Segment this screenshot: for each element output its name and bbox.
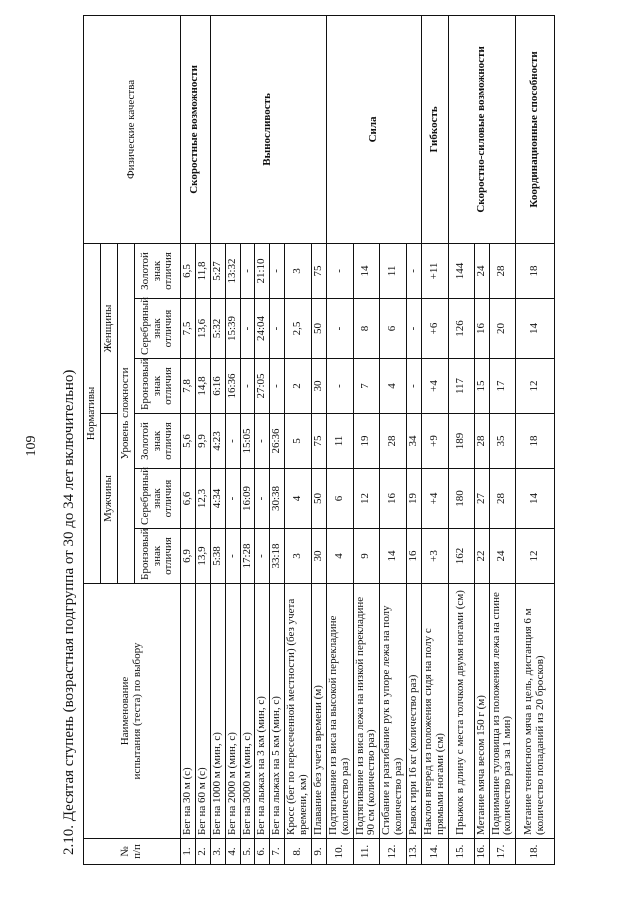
norm-ws: - [240, 299, 255, 359]
header-women-bronze: Бронзовый знак отличия [135, 359, 181, 414]
norm-ms: - [255, 469, 270, 529]
norm-wb: - [240, 359, 255, 414]
norm-ws: - [270, 299, 285, 359]
norm-ms: 12,3 [195, 469, 210, 529]
norm-mb: 17:28 [240, 529, 255, 584]
header-women: Женщины [101, 243, 118, 413]
header-men: Мужчины [101, 414, 118, 584]
norm-mg: 28 [474, 414, 489, 469]
norm-mb: - [255, 529, 270, 584]
norm-mb: 3 [285, 529, 312, 584]
row-number: 2. [195, 839, 210, 865]
norm-ms: 50 [311, 469, 326, 529]
norm-ws: 50 [311, 299, 326, 359]
norm-ms: 14 [516, 469, 555, 529]
norm-mb: 13,9 [195, 529, 210, 584]
norm-wb: - [270, 359, 285, 414]
norm-mg: 5 [285, 414, 312, 469]
norm-mg: 19 [353, 414, 380, 469]
norm-wb: 6:16 [210, 359, 225, 414]
header-qualities: Физические качества [84, 15, 181, 243]
norm-ws: 7,5 [181, 299, 196, 359]
norm-mg: 18 [516, 414, 555, 469]
norm-ms: 28 [489, 469, 516, 529]
norm-wg: 144 [448, 243, 474, 298]
norm-mb: 22 [474, 529, 489, 584]
norm-wb: 17 [489, 359, 516, 414]
norm-wb: +4 [421, 359, 448, 414]
norm-wb: 30 [311, 359, 326, 414]
norm-wb: 15 [474, 359, 489, 414]
norm-ws: - [407, 299, 422, 359]
norm-mg: 28 [380, 414, 407, 469]
norm-wg: 28 [489, 243, 516, 298]
header-difficulty: Уровень сложности [118, 243, 135, 583]
row-number: 17. [489, 839, 516, 865]
test-name: Наклон вперед из положения сидя на полу с прямыми ногами (см) [421, 584, 448, 839]
norm-mb: - [225, 529, 240, 584]
header-name [84, 584, 181, 839]
norm-ms: 6,6 [181, 469, 196, 529]
norm-mg: - [225, 414, 240, 469]
norm-ms: 30:38 [270, 469, 285, 529]
norm-wg: 21:10 [255, 243, 270, 298]
norm-ws: 8 [353, 299, 380, 359]
norm-wg: 13:32 [225, 243, 240, 298]
norm-ws: 20 [489, 299, 516, 359]
header-men-gold: Золотой знак отличия [135, 414, 181, 469]
test-name: Бег на лыжах на 5 км (мин, с) [270, 584, 285, 839]
norm-mg: 5,6 [181, 414, 196, 469]
norm-mb: +3 [421, 529, 448, 584]
norm-mg: 4:23 [210, 414, 225, 469]
norm-wb: 27:05 [255, 359, 270, 414]
row-number: 6. [255, 839, 270, 865]
quality-coordination: Координационные способности [516, 15, 555, 243]
norm-wg: +11 [421, 243, 448, 298]
norm-mb: 16 [407, 529, 422, 584]
header-norms: Нормативы [84, 243, 101, 583]
norm-mg: 15:05 [240, 414, 255, 469]
norm-ws: 15:39 [225, 299, 240, 359]
norm-ms: 6 [326, 469, 353, 529]
test-name: Бег на лыжах на 3 км (мин, с) [255, 584, 270, 839]
norm-mg: 34 [407, 414, 422, 469]
norm-ws: 6 [380, 299, 407, 359]
test-name: Метание теннисного мяча в цель, дистанция 6 м (количество попаданий из 20 бросков) [516, 584, 555, 839]
norm-ws: 126 [448, 299, 474, 359]
norm-ws: +6 [421, 299, 448, 359]
norm-wb: 117 [448, 359, 474, 414]
norm-mg: 75 [311, 414, 326, 469]
row-number: 16. [474, 839, 489, 865]
norm-mg: 35 [489, 414, 516, 469]
header-women-silver: Серебряный знак отличия [135, 299, 181, 359]
section-title: 2.10. Десятая ступень (возрастная подгруппа от 30 до 34 лет включительно) [61, 369, 77, 855]
norm-wb: 16:36 [225, 359, 240, 414]
rotated-page-content [55, 16, 596, 865]
norm-wg: 18 [516, 243, 555, 298]
norm-mg: 26:36 [270, 414, 285, 469]
norm-ws: 14 [516, 299, 555, 359]
quality-speed: Скоростные возможности [181, 15, 211, 243]
norm-wb: 2 [285, 359, 312, 414]
norm-mg: 9,9 [195, 414, 210, 469]
row-number: 5. [240, 839, 255, 865]
norm-ms: - [225, 469, 240, 529]
norm-ws: 2,5 [285, 299, 312, 359]
test-name: Бег на 60 м (с) [195, 584, 210, 839]
norms-table [83, 15, 555, 865]
page-number: 109 [24, 435, 39, 457]
row-number: 15. [448, 839, 474, 865]
norm-mg: +9 [421, 414, 448, 469]
norm-wb: 7 [353, 359, 380, 414]
norm-mb: 24 [489, 529, 516, 584]
norm-mb: 4 [326, 529, 353, 584]
norm-wg: 11 [380, 243, 407, 298]
norm-ws: 16 [474, 299, 489, 359]
norm-wb: - [407, 359, 422, 414]
header-name-line2: испытания (теста) по выбору [131, 642, 143, 780]
row-number: 11. [353, 839, 380, 865]
norm-wg: - [326, 243, 353, 298]
norm-wg: - [270, 243, 285, 298]
norm-ms: 4:34 [210, 469, 225, 529]
norm-wg: 6,5 [181, 243, 196, 298]
norm-wg: 5:27 [210, 243, 225, 298]
table-row [210, 15, 225, 864]
row-number: 12. [380, 839, 407, 865]
test-name: Поднимание туловища из положения лежа на спине (количество раз за 1 мин) [489, 584, 516, 839]
test-name: Сгибание и разгибание рук в упоре лежа на полу (количество раз) [380, 584, 407, 839]
norm-ms: 27 [474, 469, 489, 529]
row-number: 13. [407, 839, 422, 865]
test-name: Подтягивание из виса на высокой перекладине (количество раз) [326, 584, 353, 839]
test-name: Бег на 3000 м (мин, с) [240, 584, 255, 839]
table-row [181, 15, 196, 864]
header-women-gold: Золотой знак отличия [135, 243, 181, 298]
row-number: 7. [270, 839, 285, 865]
norm-mg: 189 [448, 414, 474, 469]
norm-mb: 33:18 [270, 529, 285, 584]
header-num: № п/п [84, 839, 181, 865]
norm-mb: 162 [448, 529, 474, 584]
table-header [84, 15, 181, 864]
test-name: Кросс (бег по пересеченной местности) (без учета времени, км) [285, 584, 312, 839]
norm-wg: - [407, 243, 422, 298]
norm-wb: 4 [380, 359, 407, 414]
norm-mb: 9 [353, 529, 380, 584]
norm-wg: 75 [311, 243, 326, 298]
row-number: 9. [311, 839, 326, 865]
row-number: 1. [181, 839, 196, 865]
norm-ws: - [326, 299, 353, 359]
table-body [181, 15, 555, 864]
norm-ws: 24:04 [255, 299, 270, 359]
norm-ws: 13,6 [195, 299, 210, 359]
header-men-bronze: Бронзовый знак отличия [135, 529, 181, 584]
test-name: Подтягивание из виса лежа на низкой перекладине 90 см (количество раз) [353, 584, 380, 839]
row-number: 8. [285, 839, 312, 865]
row-number: 14. [421, 839, 448, 865]
quality-speed-strength: Скоростно-силовые возможности [448, 15, 516, 243]
norm-wg: - [240, 243, 255, 298]
row-number: 4. [225, 839, 240, 865]
norm-mg: 11 [326, 414, 353, 469]
test-name: Бег на 2000 м (мин, с) [225, 584, 240, 839]
norm-mb: 5:38 [210, 529, 225, 584]
test-name: Прыжок в длину с места толчком двумя ногами (см) [448, 584, 474, 839]
test-name: Метание мяча весом 150 г (м) [474, 584, 489, 839]
norm-mg: - [255, 414, 270, 469]
norm-wg: 3 [285, 243, 312, 298]
test-name: Плавание без учета времени (м) [311, 584, 326, 839]
norm-mb: 12 [516, 529, 555, 584]
norm-ms: +4 [421, 469, 448, 529]
norm-ms: 16 [380, 469, 407, 529]
row-number: 10. [326, 839, 353, 865]
table-row [516, 15, 555, 864]
norm-ws: 5:32 [210, 299, 225, 359]
quality-flexibility: Гибкость [421, 15, 448, 243]
row-number: 3. [210, 839, 225, 865]
quality-endurance: Выносливость [210, 15, 326, 243]
norm-mb: 30 [311, 529, 326, 584]
norm-wg: 11,8 [195, 243, 210, 298]
quality-strength: Сила [326, 15, 421, 243]
norm-ms: 16:09 [240, 469, 255, 529]
norm-wb: - [326, 359, 353, 414]
table-row [448, 15, 474, 864]
test-name: Рывок гири 16 кг (количество раз) [407, 584, 422, 839]
norm-ms: 4 [285, 469, 312, 529]
table-row [326, 15, 353, 864]
norm-wg: 14 [353, 243, 380, 298]
test-name: Бег на 30 м (с) [181, 584, 196, 839]
norm-mb: 14 [380, 529, 407, 584]
norm-wg: 24 [474, 243, 489, 298]
norm-wb: 7,8 [181, 359, 196, 414]
table-row [421, 15, 448, 864]
norm-wb: 14,8 [195, 359, 210, 414]
norm-ms: 19 [407, 469, 422, 529]
header-name-line1: Наименование [119, 676, 132, 746]
norm-ms: 12 [353, 469, 380, 529]
header-men-silver: Серебряный знак отличия [135, 469, 181, 529]
norm-mb: 6,9 [181, 529, 196, 584]
norm-ms: 180 [448, 469, 474, 529]
row-number: 18. [516, 839, 555, 865]
test-name: Бег на 1000 м (мин, с) [210, 584, 225, 839]
norm-wb: 12 [516, 359, 555, 414]
